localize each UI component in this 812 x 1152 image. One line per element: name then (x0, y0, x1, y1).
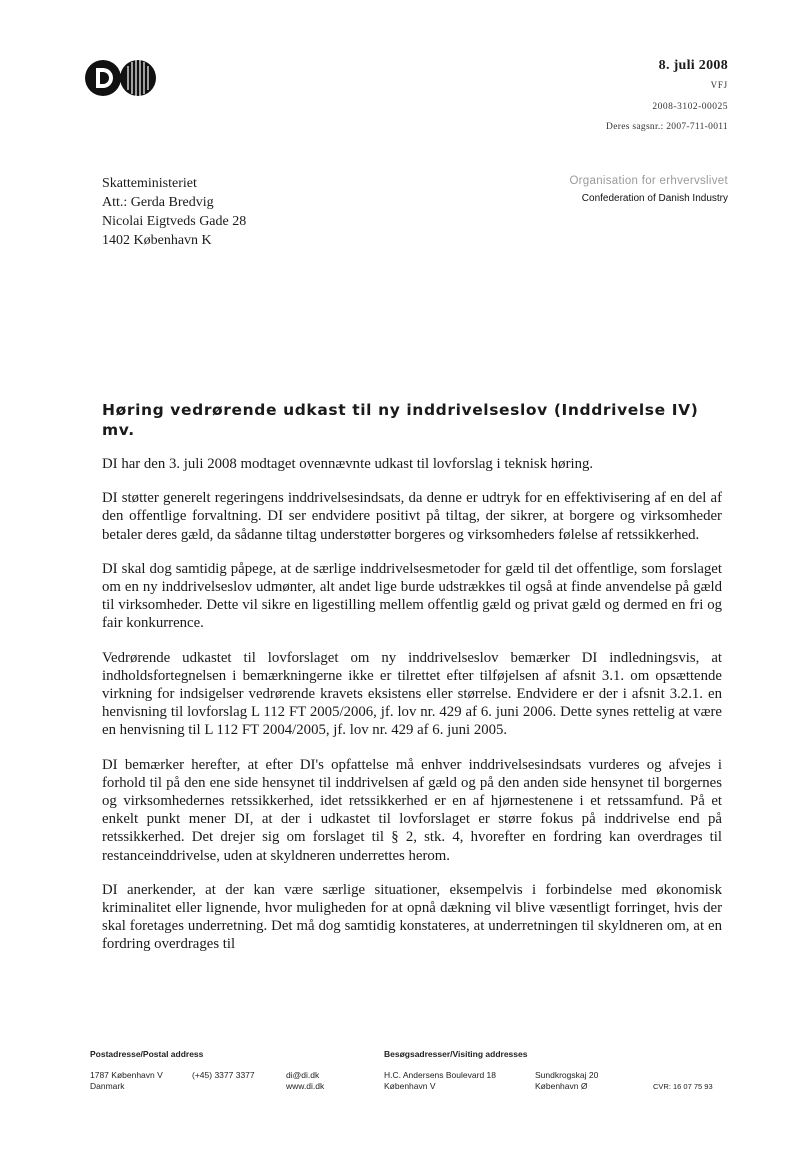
body-paragraph: DI bemærker herefter, at efter DI's opfattelse må enhver inddrivelsesindsats vurderes og afvejes i forhold til på den ene side hensynet til inddrivelsen af gæld og på den anden side hensynet til borgernes og virksomhedernes retssikkerhed, idet retssikkerhed er en af hjørnestenene i et retssamfund. På et enkelt punkt mener DI, at der i udkastet til lovforslaget er større fokus på inddrivelse end på retssikkerhed. Det drejer sig om forslaget til § 2, stk. 4, hvorefter en fordring kan overdrages til restanceinddrivelse, uden at skyldneren underrettes herom. (102, 756, 722, 864)
letter-date: 8. juli 2008 (658, 58, 728, 73)
visiting-city-1: København V (384, 1081, 436, 1091)
body-paragraph: DI anerkender, at der kan være særlige situationer, eksempelvis i forbindelse med økonomisk kriminalitet eller lignende, hvor muligheden for at opnå dækning vil blive væsentligt forringet, hvis der skal foretages underretning. Det må dog samtidig konstateres, at underretningen til skyldneren om, at en fordring overdrages til (102, 881, 722, 953)
body-paragraph: DI har den 3. juli 2008 modtaget ovennævnte udkast til lovforslag i teknisk høring. (102, 456, 594, 472)
email-link[interactable]: di@di.dk (286, 1070, 320, 1080)
visiting-street-1: H.C. Andersens Boulevard 18 (384, 1070, 496, 1080)
postal-address-label: Postadresse/Postal address (90, 1049, 204, 1059)
visiting-address-1 (384, 1070, 496, 1092)
di-logo (84, 58, 160, 98)
phone-number: (+45) 3377 3377 (192, 1070, 255, 1080)
cvr-number: CVR: 16 07 75 93 (653, 1082, 713, 1091)
organisation-name-danish: Organisation for erhvervslivet (569, 175, 728, 187)
recipient-line: Skatteministeriet (102, 176, 197, 191)
postal-street: 1787 København V (90, 1070, 163, 1080)
body-paragraph: DI støtter generelt regeringens inddrivelsesindsats, da denne er udtryk for en effektivisering af en del af den offentlige forvaltning. DI ser endvidere positivt på tiltag, der sikrer, at borgere og virksomheder betaler deres gæld, da sådanne tiltag understøtter borgeres og virksomheders følelse af retssikkerhed. (102, 490, 722, 543)
recipient-line: Att.: Gerda Bredvig (102, 195, 214, 210)
contact-online (286, 1070, 324, 1092)
body-paragraph: Vedrørende udkastet til lovforslaget om ny inddrivelseslov bemærker DI indledningsvis, at indholdsfortegnelsen i bemærkningerne ikke er tilrettet efter tilføjelsen af afsnit 3.1. om opsættende virkning for indsigelser vedrørende kravets eksistens eller størrelse. Endvidere er der i afsnit 3.2.1. en henvisning til lovforslag L 112 FT 2005/2006, jf. lov nr. 429 af 6. juni 2006. Dette synes rettelig at være en henvisning til L 112 FT 2004/2005, jf. lov nr. 429 af 6. juni 2005. (102, 649, 722, 739)
recipient-line: 1402 København K (102, 233, 212, 248)
letter-body (102, 455, 722, 970)
author-initials: VFJ (710, 80, 728, 90)
visiting-city-2: København Ø (535, 1081, 588, 1091)
di-logo-icon (84, 58, 160, 98)
case-number: Deres sagsnr.: 2007-711-0011 (606, 122, 728, 132)
postal-address (90, 1070, 163, 1092)
visiting-address-label: Besøgsadresser/Visiting addresses (384, 1049, 528, 1059)
website-link[interactable]: www.di.dk (286, 1081, 325, 1091)
visiting-address-2 (535, 1070, 598, 1092)
body-paragraph: DI skal dog samtidig påpege, at de særlige inddrivelsesmetoder for gæld til det offentlige, som forslaget om en ny inddrivelseslov udmønter, alt andet lige burde udstrækkes til også at finde anvendelse på gæld til virksomheder. Dette vil sikre en ligestilling mellem offentlig gæld og privat gæld og dermed en fri og fair konkurrence. (102, 560, 722, 632)
journal-number: 2008-3102-00025 (652, 102, 728, 112)
visiting-street-2: Sundkrogskaj 20 (535, 1070, 599, 1080)
recipient-address (102, 174, 246, 250)
recipient-line: Nicolai Eigtveds Gade 28 (102, 214, 247, 229)
organisation-name-english: Confederation of Danish Industry (581, 193, 728, 204)
letter-title: Høring vedrørende udkast til ny inddrivelseslov (Inddrivelse IV) mv. (102, 401, 699, 439)
postal-country: Danmark (90, 1081, 125, 1091)
